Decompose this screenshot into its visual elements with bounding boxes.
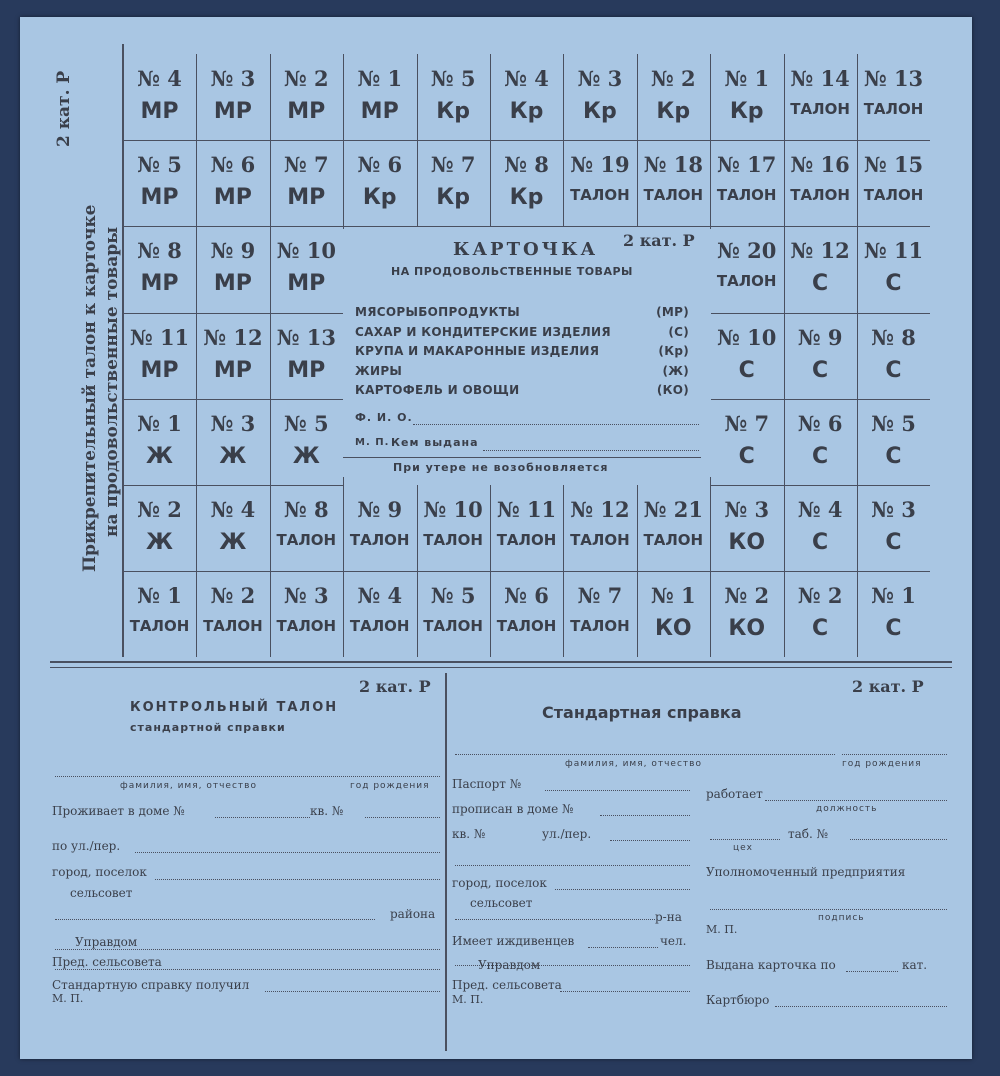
card-category: 2 кат. Р: [623, 231, 695, 250]
goods-item: [355, 364, 701, 384]
coupon-cell[interactable]: [270, 140, 343, 226]
coupon-number: № 5: [283, 410, 329, 436]
coupon-cell[interactable]: [196, 313, 269, 399]
coupon-category: ТАЛОН: [643, 186, 704, 205]
standard-registered-label: прописан в доме №: [452, 802, 574, 816]
coupon-cell[interactable]: [196, 571, 269, 657]
coupon-cell[interactable]: [784, 54, 857, 140]
coupon-cell[interactable]: [123, 313, 196, 399]
goods-item: [355, 305, 701, 325]
coupon-category: Кр: [509, 99, 544, 124]
coupon-category: Ж: [219, 530, 247, 555]
coupon-number: № 6: [357, 152, 403, 178]
card-panel: [343, 229, 711, 477]
control-lives-label: Проживает в доме №: [52, 804, 185, 818]
coupon-category: Кр: [509, 185, 544, 211]
coupon-cell[interactable]: [710, 140, 783, 226]
coupon-category: ТАЛОН: [276, 617, 337, 636]
coupon-number: № 9: [357, 497, 403, 522]
coupon-category: МР: [287, 99, 326, 124]
coupon-category: ТАЛОН: [570, 186, 630, 205]
coupon-number: № 6: [797, 410, 843, 436]
standard-council-label: сельсовет: [470, 896, 533, 910]
coupon-number: № 8: [504, 152, 549, 178]
standard-authorized-label: Уполномоченный предприятия: [706, 865, 906, 879]
standard-works-label: работает: [706, 787, 763, 801]
coupon-cell[interactable]: [490, 571, 563, 657]
coupon-category: ТАЛОН: [349, 617, 410, 636]
coupon-number: № 9: [210, 238, 256, 264]
control-city-label: город, поселок: [52, 865, 147, 879]
control-title: КОНТРОЛЬНЫЙ ТАЛОН: [130, 700, 339, 715]
coupon-category: ТАЛОН: [863, 100, 924, 118]
goods-code: (С): [668, 324, 689, 339]
control-category: 2 кат. Р: [359, 677, 431, 696]
coupon-cell[interactable]: [123, 54, 196, 140]
coupon-cell[interactable]: [196, 140, 269, 226]
coupon-number: № 4: [357, 583, 403, 609]
coupon-number: № 18: [643, 152, 703, 178]
goods-name: САХАР И КОНДИТЕРСКИЕ ИЗДЕЛИЯ: [355, 324, 611, 339]
coupon-number: № 15: [863, 152, 924, 178]
coupon-number: № 1: [871, 583, 916, 609]
coupon-category: МР: [287, 271, 326, 297]
standard-signature-caption: подпись: [818, 913, 865, 923]
coupon-number: № 8: [283, 497, 329, 522]
coupon-number: № 1: [357, 66, 403, 91]
coupon-number: № 7: [283, 152, 329, 178]
standard-birth-caption: год рождения: [842, 759, 922, 769]
standard-city-label: город, поселок: [452, 876, 547, 890]
goods-code: (Кр): [658, 344, 689, 358]
side-category: 2 кат. Р: [54, 70, 74, 147]
coupon-cell[interactable]: [270, 399, 343, 485]
coupon-number: № 2: [724, 583, 770, 609]
coupon-cell[interactable]: [857, 140, 930, 226]
coupon-cell[interactable]: [710, 399, 783, 485]
coupon-number: № 19: [570, 152, 630, 178]
coupon-category: МР: [287, 357, 326, 383]
coupon-category: Кр: [583, 99, 617, 124]
coupon-cell[interactable]: [270, 54, 343, 140]
coupon-cell[interactable]: [270, 313, 343, 399]
coupon-category: МР: [213, 99, 252, 124]
coupon-category: ТАЛОН: [276, 531, 337, 549]
coupon-category: МР: [140, 99, 179, 124]
standard-title: Стандартная справка: [542, 703, 742, 722]
coupon-cell[interactable]: [417, 485, 490, 571]
coupon-number: № 1: [137, 410, 182, 436]
coupon-number: № 7: [430, 152, 476, 178]
standard-mp2: М. П.: [706, 923, 738, 936]
goods-code: (МР): [656, 305, 689, 319]
coupon-cell[interactable]: [343, 485, 416, 571]
coupon-cell[interactable]: [490, 140, 563, 226]
coupon-category: С: [885, 530, 902, 555]
goods-code: (КО): [656, 383, 689, 397]
goods-name: МЯСОРЫБОПРОДУКТЫ: [355, 305, 520, 319]
coupon-category: МР: [140, 185, 179, 211]
coupon-number: № 14: [790, 66, 850, 91]
coupon-category: Кр: [656, 99, 691, 124]
coupon-number: № 17: [717, 152, 777, 178]
coupon-category: Кр: [436, 99, 470, 124]
goods-item: [355, 344, 701, 364]
coupon-cell[interactable]: [123, 571, 196, 657]
coupon-number: № 6: [210, 152, 256, 178]
coupon-cell[interactable]: [343, 571, 416, 657]
coupon-cell[interactable]: [123, 399, 196, 485]
coupon-category: МР: [140, 271, 179, 297]
standard-card-issued-label: Выдана карточка по: [706, 958, 836, 972]
goods-item: [355, 383, 701, 403]
coupon-number: № 3: [871, 497, 916, 522]
coupon-category: ТАЛОН: [423, 531, 483, 549]
coupon-category: МР: [140, 357, 179, 383]
coupon-cell[interactable]: [857, 399, 930, 485]
coupon-category: ТАЛОН: [570, 531, 630, 549]
coupon-number: № 1: [137, 583, 182, 609]
ration-card-sheet: [20, 17, 972, 1059]
coupon-cell[interactable]: [637, 140, 710, 226]
coupon-number: № 11: [129, 324, 190, 350]
coupon-category: С: [885, 616, 902, 642]
coupon-category: МР: [213, 357, 252, 383]
card-title: КАРТОЧКА: [453, 239, 599, 260]
card-issued-by: Кем выдана: [391, 436, 479, 449]
coupon-category: С: [738, 357, 755, 383]
coupon-number: № 10: [423, 497, 483, 522]
goods-code: (Ж): [662, 363, 689, 378]
coupon-number: № 3: [210, 66, 256, 91]
coupon-number: № 6: [504, 583, 549, 609]
coupon-cell[interactable]: [563, 54, 636, 140]
coupon-cell[interactable]: [270, 571, 343, 657]
coupon-number: № 11: [496, 497, 557, 522]
card-mp: М. П.: [355, 437, 390, 448]
standard-passport-label: Паспорт №: [452, 777, 522, 791]
control-birth-caption: год рождения: [350, 781, 430, 791]
standard-shop-caption: цех: [733, 843, 753, 853]
goods-name: КРУПА И МАКАРОННЫЕ ИЗДЕЛИЯ: [355, 344, 600, 358]
coupon-number: № 2: [137, 497, 182, 522]
coupon-cell[interactable]: [490, 54, 563, 140]
coupon-number: № 13: [276, 324, 336, 350]
goods-list: [355, 305, 701, 403]
coupon-cell[interactable]: [710, 485, 783, 571]
coupon-number: № 3: [724, 497, 770, 522]
coupon-cell[interactable]: [784, 226, 857, 312]
coupon-category: С: [885, 443, 902, 469]
coupon-cell[interactable]: [857, 571, 930, 657]
coupon-cell[interactable]: [123, 485, 196, 571]
coupon-category: ТАЛОН: [349, 531, 410, 549]
coupon-number: № 5: [430, 583, 476, 609]
coupon-category: ТАЛОН: [790, 100, 850, 118]
coupon-cell[interactable]: [563, 140, 636, 226]
goods-name: ЖИРЫ: [355, 363, 403, 378]
coupon-number: № 8: [871, 324, 916, 350]
coupon-cell[interactable]: [784, 313, 857, 399]
coupon-cell[interactable]: [710, 571, 783, 657]
coupon-category: МР: [213, 271, 252, 297]
coupon-cell[interactable]: [196, 485, 269, 571]
coupon-cell[interactable]: [123, 140, 196, 226]
coupon-category: МР: [213, 185, 252, 211]
coupon-number: № 21: [643, 497, 703, 522]
coupon-number: № 2: [210, 583, 256, 609]
coupon-cell[interactable]: [857, 54, 930, 140]
coupon-category: С: [738, 443, 755, 469]
coupon-category: ТАЛОН: [570, 617, 630, 636]
coupon-cell[interactable]: [196, 226, 269, 312]
control-apt-label: кв. №: [310, 804, 344, 818]
standard-mp: М. П.: [452, 993, 484, 1006]
coupon-cell[interactable]: [710, 313, 783, 399]
coupon-cell[interactable]: [343, 140, 416, 226]
coupon-category: С: [812, 530, 829, 555]
coupon-number: № 3: [577, 66, 623, 91]
coupon-cell[interactable]: [270, 485, 343, 571]
coupon-number: № 11: [863, 238, 924, 264]
coupon-number: № 9: [797, 324, 843, 350]
coupon-category: С: [812, 271, 829, 297]
control-manager-label: Управдом: [75, 935, 138, 949]
coupon-category: ТАЛОН: [863, 186, 924, 205]
coupon-category: МР: [287, 185, 326, 211]
standard-street-label: ул./пер.: [542, 827, 592, 841]
coupon-cell[interactable]: [417, 571, 490, 657]
coupon-cell[interactable]: [270, 226, 343, 312]
coupon-cell[interactable]: [784, 140, 857, 226]
coupon-number: № 5: [137, 152, 182, 178]
coupon-category: Ж: [292, 443, 320, 469]
control-council-label: сельсовет: [70, 886, 133, 900]
coupon-number: № 13: [863, 66, 924, 91]
coupon-cell[interactable]: [563, 571, 636, 657]
coupon-cell[interactable]: [784, 571, 857, 657]
control-received-label: Стандартную справку получил: [52, 978, 250, 992]
coupon-category: ТАЛОН: [496, 531, 557, 549]
control-street-label: по ул./пер.: [52, 839, 121, 853]
standard-manager-label: Управдом: [478, 958, 541, 972]
standard-chair-label: Пред. сельсовета: [452, 978, 562, 992]
standard-bureau-label: Картбюро: [706, 993, 770, 1007]
coupon-number: № 2: [650, 66, 696, 91]
coupon-number: № 5: [871, 410, 916, 436]
coupon-category: С: [885, 357, 902, 383]
coupon-number: № 4: [137, 66, 182, 91]
coupon-category: МР: [360, 99, 399, 124]
coupon-cell[interactable]: [637, 571, 710, 657]
coupon-category: Ж: [146, 530, 173, 555]
coupon-number: № 16: [790, 152, 850, 178]
coupon-cell[interactable]: [196, 54, 269, 140]
goods-item: [355, 325, 701, 345]
coupon-number: № 4: [797, 497, 843, 522]
standard-dependents-label: Имеет иждивенцев: [452, 934, 575, 948]
control-subtitle: стандартной справки: [130, 721, 286, 734]
coupon-cell[interactable]: [563, 485, 636, 571]
coupon-category: ТАЛОН: [643, 531, 704, 549]
coupon-number: № 2: [283, 66, 329, 91]
control-mp: М. П.: [52, 992, 84, 1005]
coupon-cell[interactable]: [196, 399, 269, 485]
coupon-number: № 12: [203, 324, 263, 350]
coupon-cell[interactable]: [490, 485, 563, 571]
coupon-category: ТАЛОН: [129, 617, 190, 636]
control-district-label: района: [390, 907, 436, 921]
coupon-category: КО: [654, 616, 692, 642]
coupon-cell[interactable]: [343, 54, 416, 140]
coupon-category: Кр: [729, 99, 764, 124]
coupon-number: № 4: [210, 497, 256, 522]
coupon-category: С: [885, 271, 902, 297]
goods-name: КАРТОФЕЛЬ И ОВОЩИ: [355, 383, 520, 397]
coupon-category: ТАЛОН: [423, 617, 483, 636]
coupon-cell[interactable]: [710, 226, 783, 312]
coupon-number: № 5: [430, 66, 476, 91]
coupon-cell[interactable]: [784, 399, 857, 485]
side-title-line2: на продовольственные товары: [102, 226, 122, 537]
coupon-category: С: [812, 443, 829, 469]
coupon-cell[interactable]: [417, 140, 490, 226]
coupon-cell[interactable]: [710, 54, 783, 140]
coupon-category: Ж: [146, 443, 173, 469]
coupon-cell[interactable]: [857, 485, 930, 571]
standard-fio-caption: фамилия, имя, отчество: [565, 759, 702, 769]
coupon-category: Кр: [436, 185, 470, 211]
control-fio-caption: фамилия, имя, отчество: [120, 781, 257, 791]
coupon-number: № 7: [724, 410, 770, 436]
control-chair-label: Пред. сельсовета: [52, 955, 162, 969]
coupon-cell[interactable]: [417, 54, 490, 140]
coupon-number: № 4: [504, 66, 549, 91]
coupon-number: № 2: [797, 583, 843, 609]
standard-persons-label: чел.: [660, 934, 687, 948]
coupon-number: № 10: [276, 238, 336, 264]
coupon-number: № 1: [650, 583, 696, 609]
coupon-cell[interactable]: [857, 313, 930, 399]
coupon-number: № 1: [724, 66, 770, 91]
card-note: При утере не возобновляется: [393, 461, 609, 474]
standard-tab-label: таб. №: [788, 827, 829, 841]
coupon-number: № 12: [570, 497, 630, 522]
coupon-cell[interactable]: [637, 485, 710, 571]
coupon-number: № 7: [577, 583, 623, 609]
standard-rn-label: р-на: [655, 910, 682, 924]
coupon-category: ТАЛОН: [790, 186, 850, 205]
coupon-cell[interactable]: [637, 54, 710, 140]
coupon-category: ТАЛОН: [716, 272, 777, 291]
side-title-line1: Прикрепительный талон к карточке: [80, 204, 100, 572]
coupon-category: КО: [728, 530, 766, 555]
coupon-number: № 8: [137, 238, 182, 264]
standard-cat-label: кат.: [902, 958, 928, 972]
coupon-cell[interactable]: [123, 226, 196, 312]
coupon-number: № 3: [283, 583, 329, 609]
coupon-number: № 3: [210, 410, 256, 436]
coupon-category: ТАЛОН: [203, 617, 263, 636]
coupon-category: Ж: [219, 443, 247, 469]
coupon-category: Кр: [362, 185, 397, 211]
coupon-cell[interactable]: [784, 485, 857, 571]
standard-category: 2 кат. Р: [852, 677, 924, 696]
coupon-category: КО: [728, 616, 766, 642]
standard-apt-label: кв. №: [452, 827, 486, 841]
coupon-number: № 12: [790, 238, 850, 264]
coupon-cell[interactable]: [857, 226, 930, 312]
card-subtitle: НА ПРОДОВОЛЬСТВЕННЫЕ ТОВАРЫ: [391, 265, 633, 278]
coupon-category: С: [812, 357, 829, 383]
coupon-category: ТАЛОН: [496, 617, 557, 636]
card-fio-label: Ф. И. О.: [355, 411, 413, 424]
coupon-category: ТАЛОН: [716, 186, 777, 205]
coupon-category: С: [812, 616, 829, 642]
standard-position-caption: должность: [816, 804, 878, 814]
coupon-number: № 10: [717, 324, 777, 350]
coupon-number: № 20: [717, 238, 777, 264]
